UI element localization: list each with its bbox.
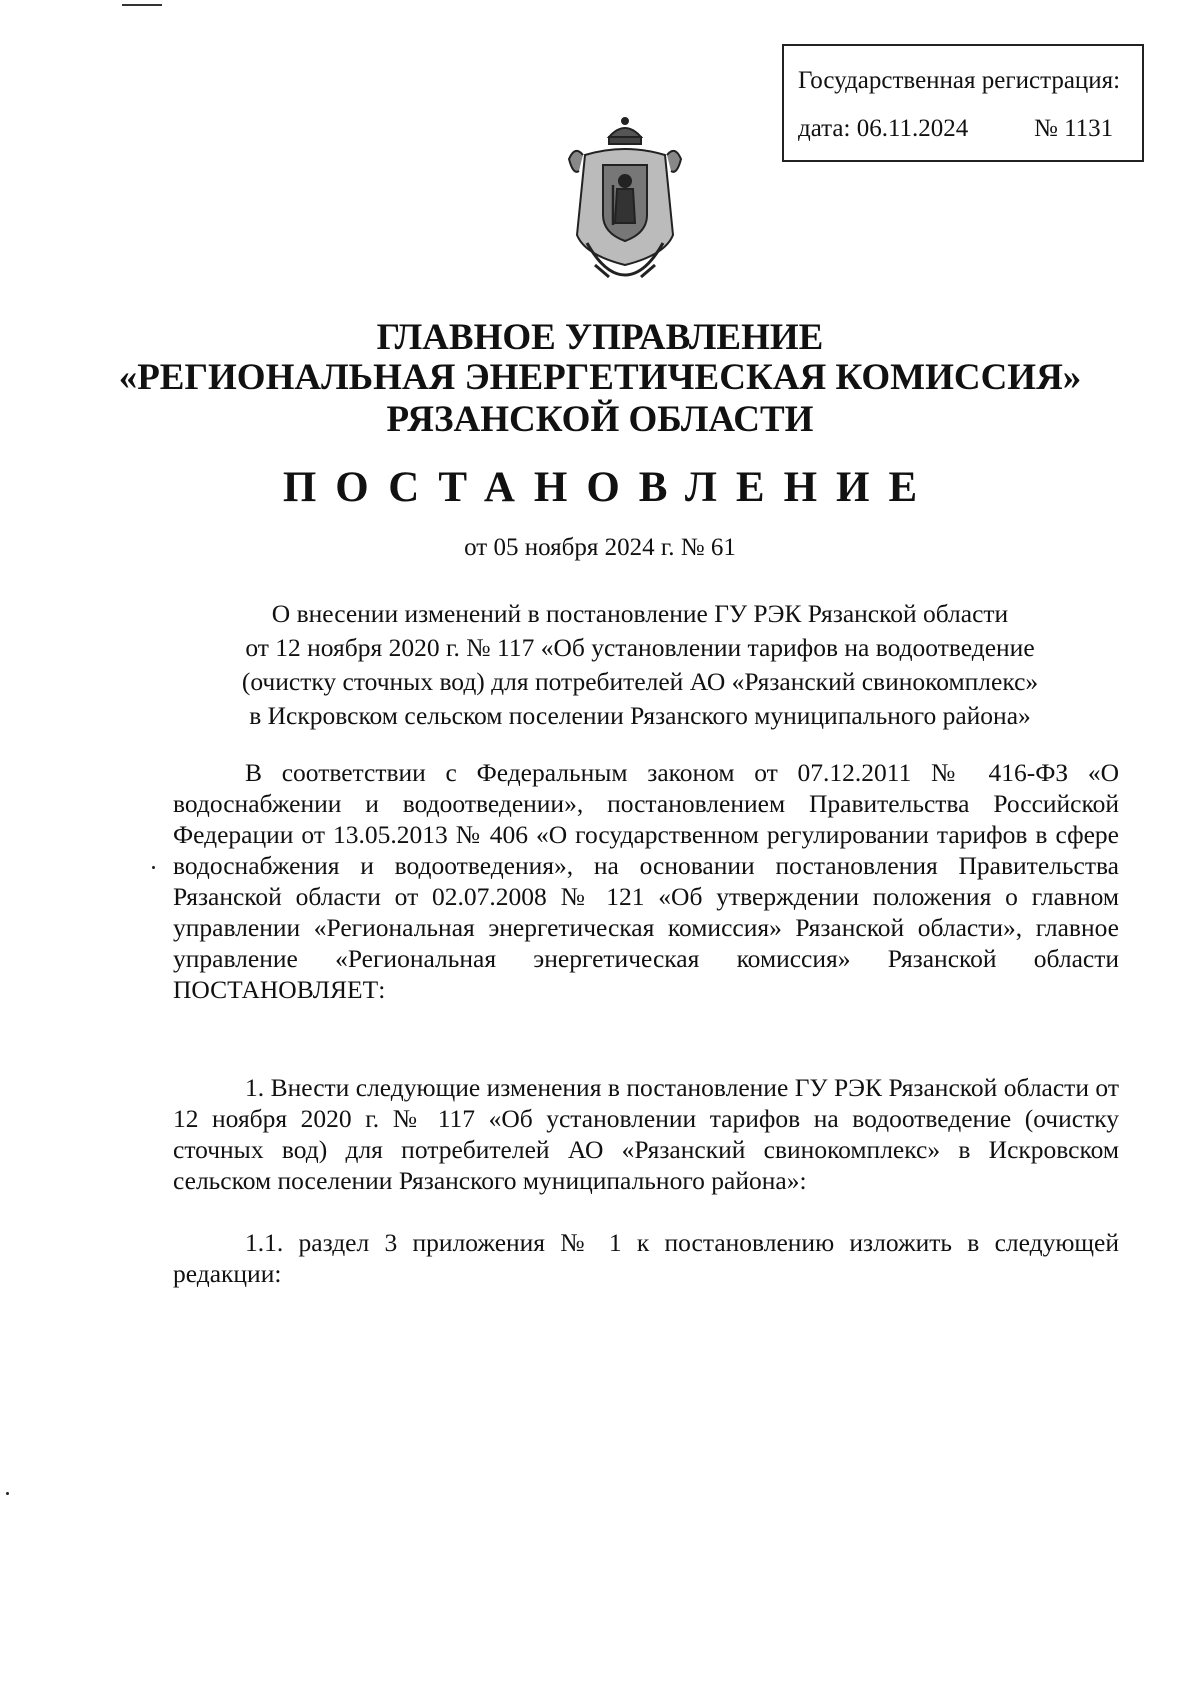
registration-stamp xyxy=(782,44,1144,162)
agency-title-line2: «РЕГИОНАЛЬНАЯ ЭНЕРГЕТИЧЕСКАЯ КОМИССИЯ» xyxy=(118,357,1082,398)
subject-line: в Искровском сельском поселении Рязанского муниципального района» xyxy=(249,701,1031,730)
registration-number: № 1131 xyxy=(1034,115,1114,142)
document-date-number: от 05 ноября 2024 г. № 61 xyxy=(464,534,736,561)
registration-date: дата: 06.11.2024 xyxy=(798,115,969,142)
clause-1-1: 1.1. раздел 3 приложения № 1 к постановлению изложить в следующей редакции: xyxy=(173,1228,1119,1288)
agency-title-line3: РЯЗАНСКОЙ ОБЛАСТИ xyxy=(386,399,814,440)
clause-1: 1. Внести следующие изменения в постановление ГУ РЭК Рязанской области от 12 ноября 2020 г. № 117 «Об установлении тарифов на водоотведение (очистку сточных вод) для потребителей АО «Рязанский свинокомплекс» в Искровском сельском поселении Рязанского муниципального района»: xyxy=(173,1073,1119,1195)
scan-dot xyxy=(6,1492,9,1495)
agency-title-line1: ГЛАВНОЕ УПРАВЛЕНИЕ xyxy=(376,317,824,358)
scan-artifact xyxy=(122,4,162,6)
registration-title: Государственная регистрация: xyxy=(798,67,1121,94)
basis-paragraph: В соответствии с Федеральным законом от 07.12.2011 № 416-ФЗ «О водоснабжении и водоотведении», постановлением Правительства Российской Федерации от 13.05.2013 № 406 «О государственном регулировании тарифов в сфере водоснабжения и водоотведения», на основании постановления Правительства Рязанской области от 02.07.2008 № 121 «Об утверждении положения о главном управлении «Региональная энергетическая комиссия» Рязанской области», главное управление «Региональная энергетическая комиссия» Рязанской области ПОСТАНОВЛЯЕТ: xyxy=(173,758,1119,1004)
scan-dot xyxy=(152,866,155,869)
subject-line: (очистку сточных вод) для потребителей АО «Рязанский свинокомплекс» xyxy=(241,667,1039,696)
document-type: ПОСТАНОВЛЕНИЕ xyxy=(282,464,937,511)
ryazan-coat-of-arms-icon xyxy=(565,115,685,280)
subject-line: от 12 ноября 2020 г. № 117 «Об установлении тарифов на водоотведение xyxy=(245,633,1035,662)
document-subject xyxy=(200,597,1080,733)
subject-line: О внесении изменений в постановление ГУ РЭК Рязанской области xyxy=(271,599,1009,628)
